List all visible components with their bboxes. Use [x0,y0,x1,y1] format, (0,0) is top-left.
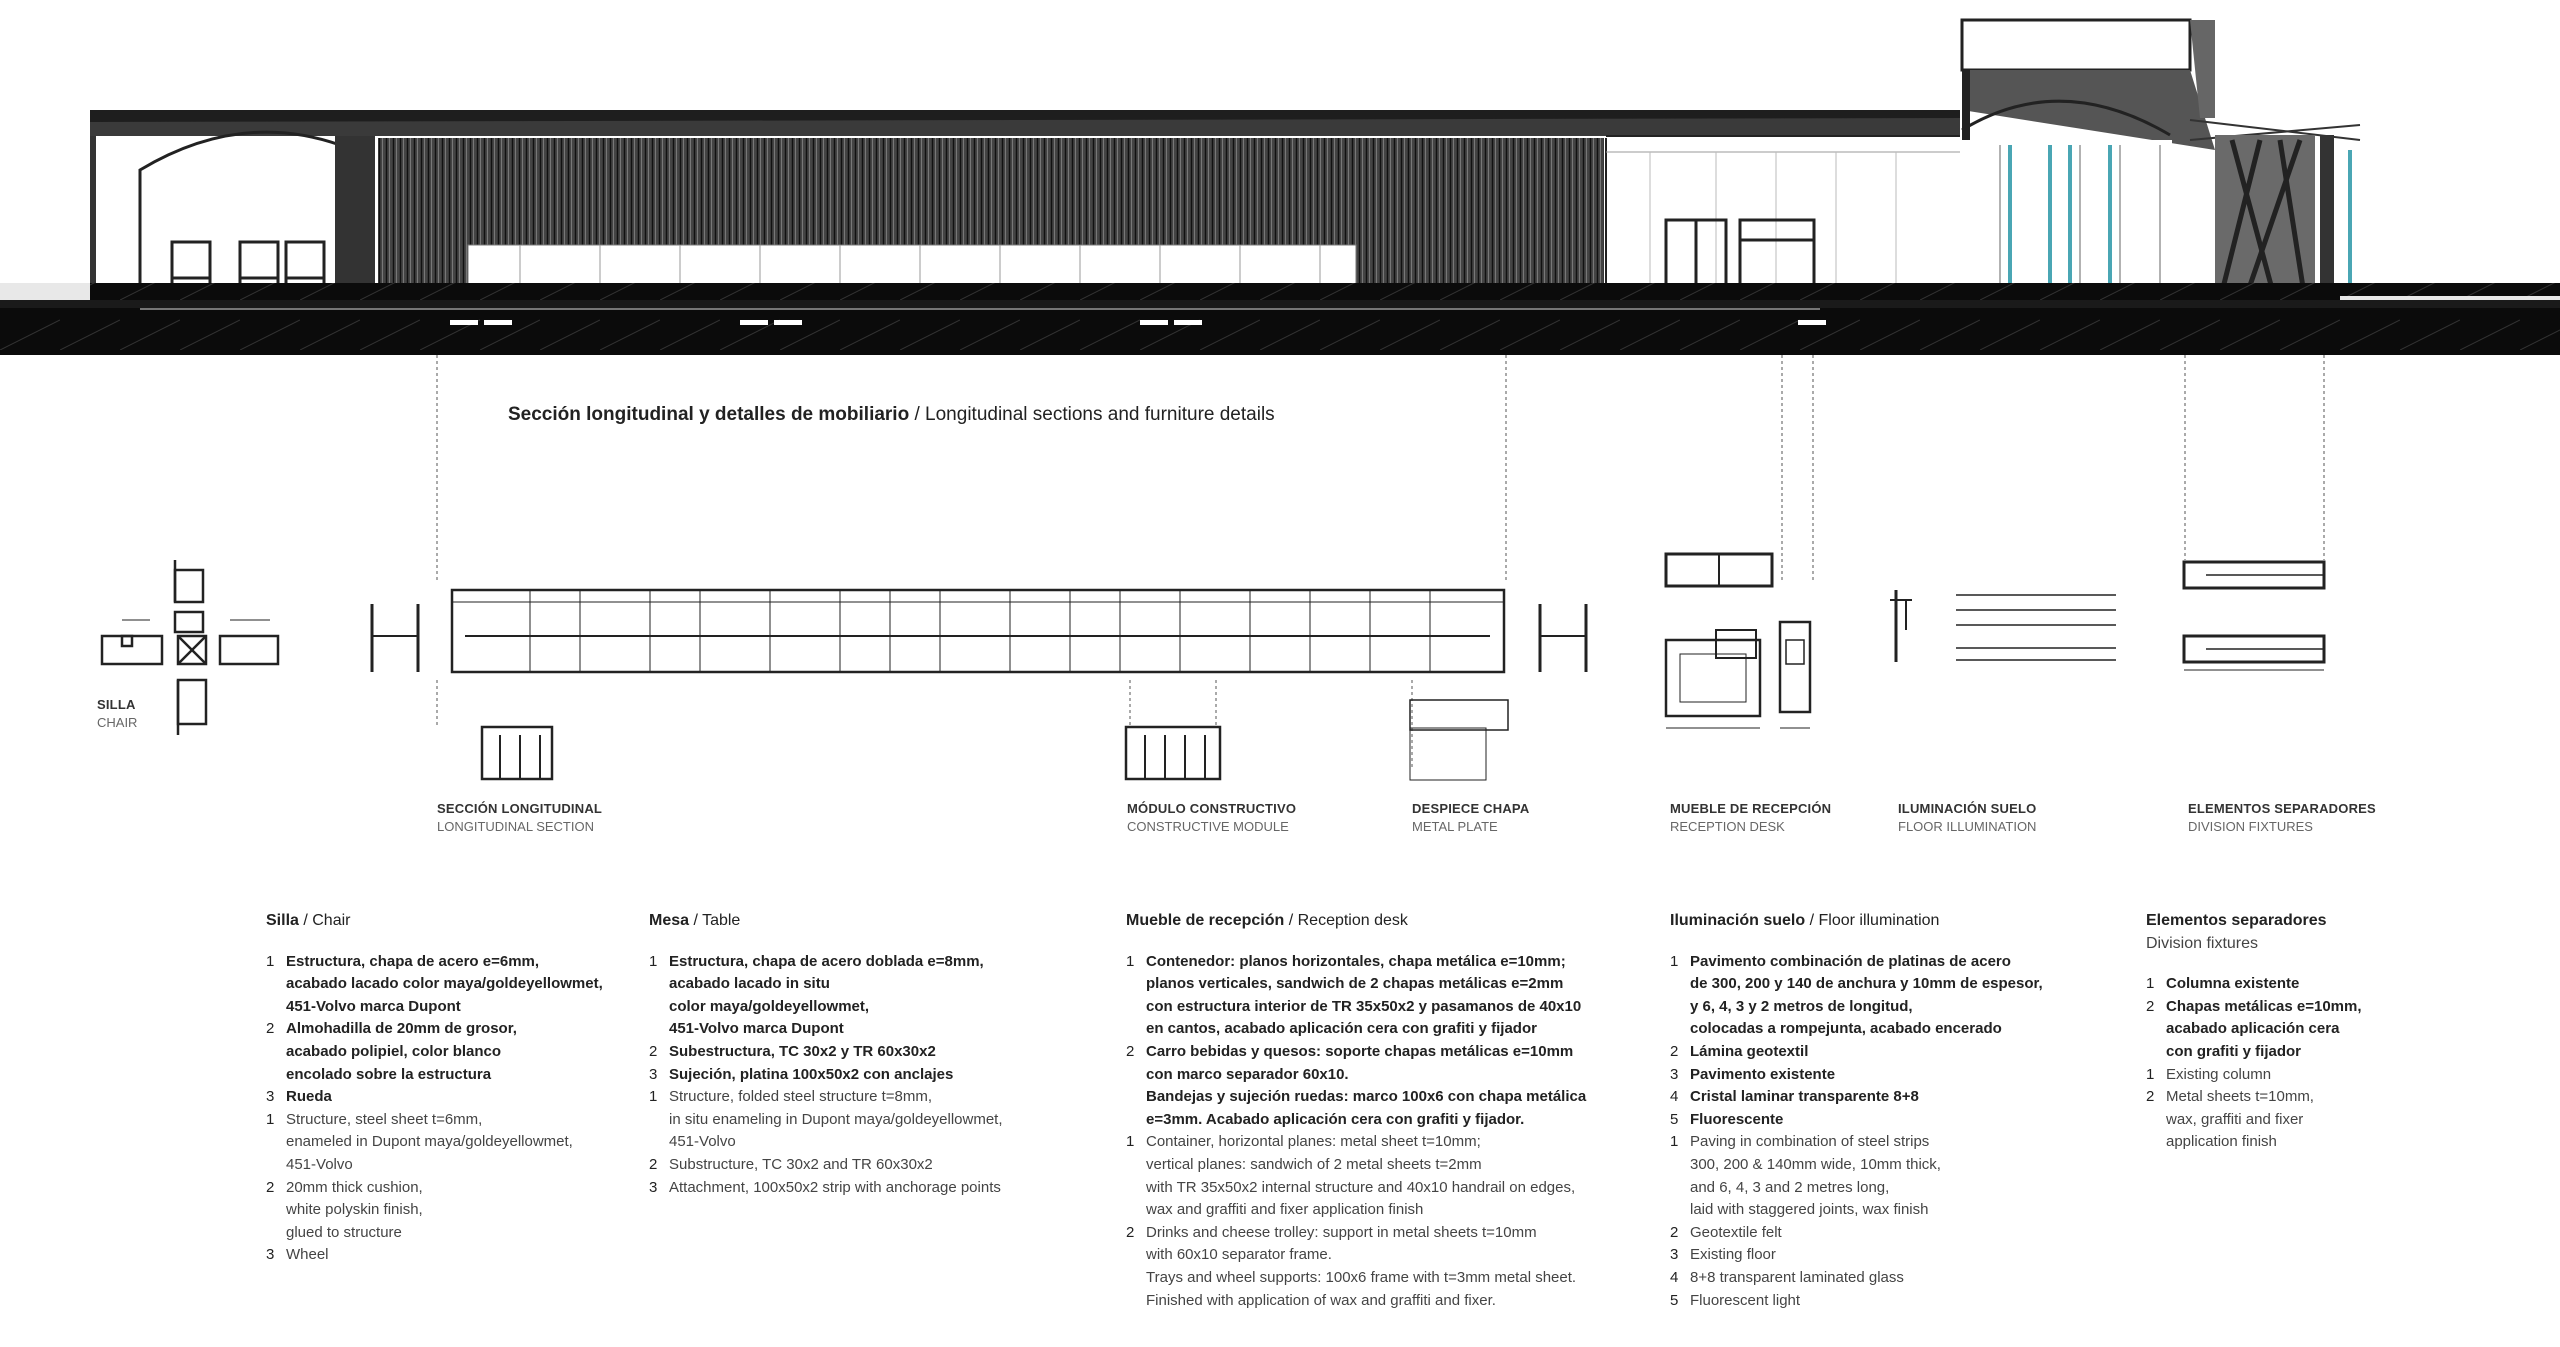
spec-item-line: Wheel [286,1246,329,1264]
spec-list-en [649,1086,1003,1199]
spec-heading [266,910,603,933]
spec-item-line: 451-Volvo [286,1155,353,1173]
spec-list-es [266,951,603,1109]
detail-label-chair [97,696,137,732]
detail-label-es: ELEMENTOS SEPARADORES [2188,801,2376,816]
spec-item-number: 1 [649,1088,658,1106]
spec-item-number: 2 [649,1042,658,1060]
spec-item-line: laid with staggered joints, wax finish [1690,1201,1929,1219]
spec-item-line: and 6, 4, 3 and 2 metres long, [1690,1178,1890,1196]
spec-item-number: 1 [1670,1133,1679,1151]
spec-column-reception-desk [1126,910,1586,1312]
spec-column-division-fixtures [2146,910,2362,1154]
detail-label-division-fixtures [2188,800,2376,836]
spec-item-line: in situ enameling in Dupont maya/goldeyellowmet, [669,1110,1003,1128]
spec-item-number: 5 [1670,1291,1679,1309]
detail-label-es: MÓDULO CONSTRUCTIVO [1127,801,1297,816]
spec-heading [649,910,1003,933]
spec-item-line: Drinks and cheese trolley: support in metal sheets t=10mm [1146,1223,1537,1241]
detail-label-metal-plate [1412,800,1529,836]
spec-item [649,1154,1003,1177]
spec-item-line: Substructure, TC 30x2 and TR 60x30x2 [669,1155,933,1173]
spec-item-line: Geotextile felt [1690,1223,1782,1241]
spec-item-line: 451-Volvo marca Dupont [669,1020,844,1038]
spec-item-number: 5 [1670,1110,1679,1128]
spec-item [2146,1086,2362,1154]
spec-item-line: encolado sobre la estructura [286,1065,492,1083]
floor-illumination-detail-drawing [1890,590,2116,662]
spec-list-es [1670,951,2043,1132]
spec-heading-separator: / [298,912,313,929]
spec-heading-en: Chair [312,912,351,929]
spec-item-line: acabado lacado color maya/goldeyellowmet, [286,975,603,993]
spec-item [266,951,603,1019]
spec-item [1670,1244,2043,1267]
detail-label-es: DESPIECE CHAPA [1412,801,1530,816]
spec-item [266,1018,603,1086]
spec-list-es [649,951,1003,1087]
spec-heading-en: Table [702,912,741,929]
spec-heading-en: Reception desk [1297,912,1408,929]
spec-item-number: 3 [266,1088,275,1106]
spec-item [266,1244,603,1267]
spec-item [649,1177,1003,1200]
spec-item [1670,951,2043,1041]
spec-list-en [1126,1131,1586,1312]
detail-label-en: METAL PLATE [1412,819,1498,834]
spec-item [1126,1222,1586,1312]
spec-item-line: Finished with application of wax and graffiti and fixer. [1146,1291,1496,1309]
spec-item [1670,1064,2043,1087]
spec-item-line: 451-Volvo marca Dupont [286,997,461,1015]
spec-heading-es: Mueble de recepción [1126,912,1285,929]
spec-item-number: 2 [1670,1223,1679,1241]
spec-heading-separator: / [689,912,703,929]
spec-item-line: with TR 35x50x2 internal structure and 40x10 handrail on edges, [1146,1178,1576,1196]
spec-item-number: 2 [266,1178,275,1196]
spec-item-line: Estructura, chapa de acero e=6mm, [286,952,540,970]
spec-item-number: 4 [1670,1088,1679,1106]
spec-item-line: Metal sheets t=10mm, [2166,1088,2314,1106]
spec-item [1670,1267,2043,1290]
spec-item-line: Structure, folded steel structure t=8mm, [669,1088,933,1106]
spec-item-line: vertical planes: sandwich of 2 metal sheets t=2mm [1146,1155,1482,1173]
detail-label-longitudinal-section [437,800,602,836]
spec-item [1126,1131,1586,1221]
spec-item [2146,1064,2362,1087]
spec-item [649,1041,1003,1064]
spec-item-number: 1 [266,1110,275,1128]
spec-item [2146,996,2362,1064]
spec-item-line: acabado polipiel, color blanco [286,1042,502,1060]
spec-item-line: Chapas metálicas e=10mm, [2166,997,2362,1015]
spec-list-en [2146,1064,2362,1154]
detail-label-es: ILUMINACIÓN SUELO [1898,801,2037,816]
spec-list-en [266,1109,603,1267]
title-en: Longitudinal sections and furniture details [925,404,1275,425]
spec-item-line: Paving in combination of steel strips [1690,1133,1930,1151]
spec-item-number: 1 [266,952,275,970]
spec-item-number: 3 [1670,1065,1679,1083]
spec-item [1670,1131,2043,1221]
detail-label-es: MUEBLE DE RECEPCIÓN [1670,801,1832,816]
spec-item-number: 2 [1126,1042,1135,1060]
spec-heading-separator: / [1284,912,1298,929]
detail-label-es: SILLA [97,697,136,712]
spec-item-line: Cristal laminar transparente 8+8 [1690,1088,1919,1106]
spec-item-line: Existing floor [1690,1246,1776,1264]
spec-item-line: Rueda [286,1088,332,1106]
spec-item-line: con marco separador 60x10. [1146,1065,1349,1083]
spec-item-line: wax, graffiti and fixer [2166,1110,2304,1128]
spec-item-number: 3 [1670,1246,1679,1264]
spec-item [266,1086,603,1109]
spec-item-number: 1 [1126,1133,1135,1151]
spec-heading-es: Iluminación suelo [1670,912,1806,929]
spec-item-number: 2 [1670,1042,1679,1060]
spec-heading-es: Silla [266,912,299,929]
spec-item [1126,1041,1586,1131]
spec-item-line: y 6, 4, 3 y 2 metros de longitud, [1690,997,1913,1015]
detail-label-es: SECCIÓN LONGITUDINAL [437,801,603,816]
drawing-title [508,404,1275,426]
spec-item-line: 8+8 transparent laminated glass [1690,1268,1904,1286]
detail-label-constructive-module [1127,800,1296,836]
spec-item-line: Almohadilla de 20mm de grosor, [286,1020,517,1038]
spec-item-number: 3 [649,1065,658,1083]
detail-label-floor-illumination [1898,800,2036,836]
spec-item-line: Carro bebidas y quesos: soporte chapas metálicas e=10mm [1146,1042,1574,1060]
spec-item-number: 2 [266,1020,275,1038]
spec-item [266,1109,603,1177]
detail-label-en: RECEPTION DESK [1670,819,1785,834]
spec-item-line: Existing column [2166,1065,2272,1083]
spec-item-number: 3 [266,1246,275,1264]
spec-heading-es: Elementos separadores [2146,912,2327,929]
spec-column-table [649,910,1003,1199]
detail-label-en: DIVISION FIXTURES [2188,819,2313,834]
spec-column-chair [266,910,603,1267]
spec-item [1670,1041,2043,1064]
spec-heading-es: Mesa [649,912,690,929]
spec-item-line: color maya/goldeyellowmet, [669,997,870,1015]
detail-label-en: CONSTRUCTIVE MODULE [1127,819,1289,834]
spec-heading [1670,910,2043,933]
spec-item-line: Bandejas y sujeción ruedas: marco 100x6 con chapa metálica [1146,1088,1587,1106]
spec-item-line: con grafiti y fijador [2166,1042,2302,1060]
spec-item-line: Fluorescente [1690,1110,1784,1128]
spec-item-line: Fluorescent light [1690,1291,1801,1309]
spec-heading [1126,910,1586,933]
spec-item-line: Subestructura, TC 30x2 y TR 60x30x2 [669,1042,936,1060]
reception-desk-detail-drawing [1666,554,1810,728]
detail-label-en: CHAIR [97,715,138,730]
spec-item-number: 2 [2146,1088,2155,1106]
detail-label-en: LONGITUDINAL SECTION [437,819,594,834]
spec-item-number: 1 [649,952,658,970]
spec-item-line: enameled in Dupont maya/goldeyellowmet, [286,1133,573,1151]
spec-item [649,1086,1003,1154]
spec-column-floor-illumination [1670,910,2043,1312]
spec-heading-en: Floor illumination [1818,912,1940,929]
spec-item-number: 1 [1670,952,1679,970]
spec-item-line: white polyskin finish, [286,1201,423,1219]
spec-item [1670,1222,2043,1245]
spec-item-number: 4 [1670,1268,1679,1286]
spec-item-number: 1 [1126,952,1135,970]
spec-item-line: de 300, 200 y 140 de anchura y 10mm de espesor, [1690,975,2043,993]
spec-item-line: 300, 200 & 140mm wide, 10mm thick, [1690,1155,1941,1173]
spec-item-line: Pavimento combinación de platinas de acero [1690,952,2011,970]
spec-item [1670,1086,2043,1109]
spec-item-line: en cantos, acabado aplicación cera con grafiti y fijador [1146,1020,1537,1038]
spec-item [266,1177,603,1245]
spec-item-line: Estructura, chapa de acero doblada e=8mm, [669,952,984,970]
spec-item-line: Container, horizontal planes: metal sheet t=10mm; [1146,1133,1481,1151]
spec-item-line: Contenedor: planos horizontales, chapa metálica e=10mm; [1146,952,1566,970]
spec-item-line: acabado lacado in situ [669,975,830,993]
spec-item-line: glued to structure [286,1223,402,1241]
spec-item-line: Columna existente [2166,975,2300,993]
detail-label-en: FLOOR ILLUMINATION [1898,819,2037,834]
spec-item-line: Lámina geotextil [1690,1042,1809,1060]
spec-item-line: Trays and wheel supports: 100x6 frame with t=3mm metal sheet. [1146,1268,1577,1286]
table-detail-drawing [372,590,1586,780]
spec-item-number: 2 [649,1155,658,1173]
spec-item-number: 3 [649,1178,658,1196]
spec-item-number: 2 [2146,997,2155,1015]
spec-item-line: colocadas a rompejunta, acabado encerado [1690,1020,2002,1038]
spec-item-line: wax and graffiti and fixer application finish [1146,1201,1424,1219]
spec-item [1670,1290,2043,1313]
spec-heading [2146,910,2362,955]
spec-item-line: planos verticales, sandwich de 2 chapas metálicas e=2mm [1146,975,1564,993]
spec-heading-en: Division fixtures [2146,934,2259,952]
spec-item-line: acabado aplicación cera [2166,1020,2340,1038]
spec-item [649,951,1003,1041]
division-fixtures-detail-drawing [2184,562,2324,670]
spec-item [1126,951,1586,1041]
spec-item-line: 451-Volvo [669,1133,736,1151]
spec-item-number: 1 [2146,1065,2155,1083]
spec-list-en [1670,1131,2043,1312]
spec-item-line: Sujeción, platina 100x50x2 con anclajes [669,1065,954,1083]
detail-label-reception-desk [1670,800,1831,836]
spec-item-number: 1 [2146,975,2155,993]
spec-item-number: 2 [1126,1223,1135,1241]
spec-item [2146,973,2362,996]
spec-item-line: Attachment, 100x50x2 strip with anchorage points [669,1178,1001,1196]
title-separator: / [909,404,926,425]
spec-list-es [1126,951,1586,1132]
spec-item-line: Pavimento existente [1690,1065,1836,1083]
spec-item-line: 20mm thick cushion, [286,1178,423,1196]
spec-list-es [2146,973,2362,1063]
title-es: Sección longitudinal y detalles de mobiliario [508,404,910,425]
spec-heading-separator: / [1805,912,1819,929]
spec-item [649,1064,1003,1087]
spec-item-line: con estructura interior de TR 35x50x2 y pasamanos de 40x10 [1146,997,1582,1015]
spec-item-line: e=3mm. Acabado aplicación cera con grafiti y fijador. [1146,1110,1525,1128]
longitudinal-section-elevation [0,20,2560,355]
spec-item-line: Structure, steel sheet t=6mm, [286,1110,483,1128]
spec-item-line: with 60x10 separator frame. [1146,1246,1332,1264]
spec-item [1670,1109,2043,1132]
spec-item-line: application finish [2166,1133,2277,1151]
